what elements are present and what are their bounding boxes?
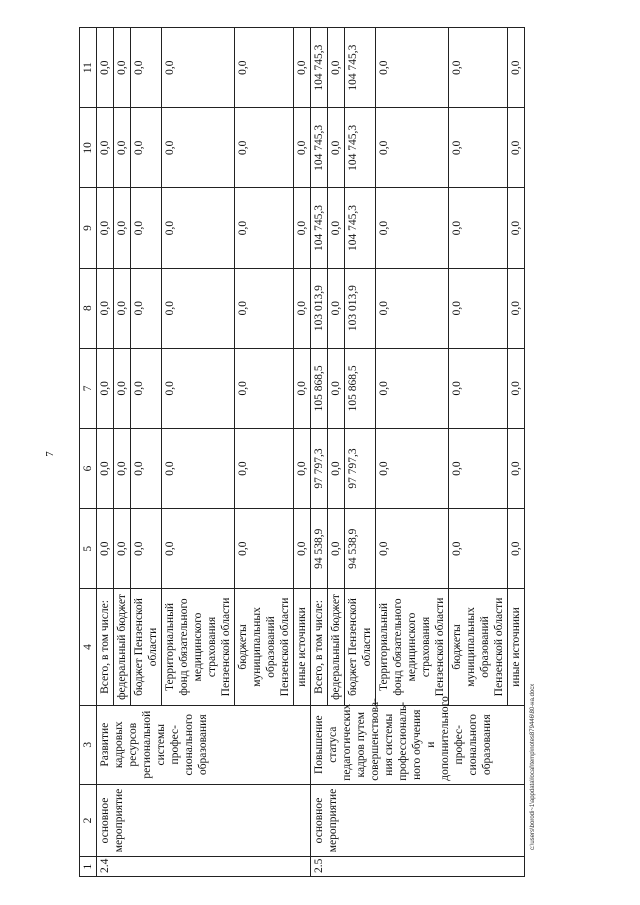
amount-cell: 0,0: [449, 28, 508, 108]
amount-cell: 0,0: [449, 428, 508, 508]
amount-cell: 0,0: [131, 188, 162, 268]
amount-cell: 0,0: [97, 509, 114, 589]
amount-cell: 0,0: [449, 108, 508, 188]
header-cell: 1: [80, 857, 97, 877]
amount-cell: 0,0: [162, 108, 235, 188]
funding-table: [79, 27, 525, 877]
amount-cell: 0,0: [162, 428, 235, 508]
funding-source-cell: Всего, в том числе:: [97, 589, 114, 705]
table-row: [97, 28, 114, 877]
amount-cell: 0,0: [97, 108, 114, 188]
amount-cell: 0,0: [294, 428, 311, 508]
amount-cell: 0,0: [97, 28, 114, 108]
amount-cell: 0,0: [162, 348, 235, 428]
amount-cell: 0,0: [328, 108, 345, 188]
amount-cell: 105 868,5: [311, 348, 328, 428]
header-cell: 9: [80, 188, 97, 268]
funding-source-cell: иные источники: [294, 589, 311, 705]
header-cell: 5: [80, 509, 97, 589]
table-row: [311, 28, 328, 877]
amount-cell: 0,0: [131, 348, 162, 428]
amount-cell: 97 797,3: [345, 428, 376, 508]
page-number: 7: [44, 451, 56, 457]
amount-cell: 0,0: [508, 428, 525, 508]
amount-cell: 0,0: [235, 348, 294, 428]
amount-cell: 0,0: [508, 188, 525, 268]
amount-cell: 0,0: [114, 428, 131, 508]
amount-cell: 0,0: [328, 348, 345, 428]
funding-table-container: [79, 27, 584, 877]
funding-source-cell: федеральный бюджет: [114, 589, 131, 705]
amount-cell: 104 745,3: [311, 188, 328, 268]
funding-source-cell: Территориальный фонд обязательного медицинского страхования Пензенской области: [376, 589, 449, 705]
amount-cell: 0,0: [376, 509, 449, 589]
amount-cell: 0,0: [235, 268, 294, 348]
amount-cell: 0,0: [131, 268, 162, 348]
amount-cell: 0,0: [114, 28, 131, 108]
funding-source-cell: федеральный бюджет: [328, 589, 345, 705]
header-row: [80, 28, 97, 877]
amount-cell: 0,0: [162, 188, 235, 268]
amount-cell: 0,0: [449, 348, 508, 428]
header-cell: 10: [80, 108, 97, 188]
funding-source-cell: бюджет Пензенской области: [345, 589, 376, 705]
amount-cell: 0,0: [328, 428, 345, 508]
amount-cell: 0,0: [235, 108, 294, 188]
amount-cell: 0,0: [131, 428, 162, 508]
amount-cell: 0,0: [131, 28, 162, 108]
amount-cell: 0,0: [114, 268, 131, 348]
amount-cell: 0,0: [376, 28, 449, 108]
amount-cell: 104 745,3: [311, 108, 328, 188]
amount-cell: 0,0: [235, 509, 294, 589]
amount-cell: 94 538,9: [311, 509, 328, 589]
amount-cell: 0,0: [294, 348, 311, 428]
amount-cell: 0,0: [449, 268, 508, 348]
amount-cell: 103 013,9: [311, 268, 328, 348]
amount-cell: 0,0: [97, 348, 114, 428]
amount-cell: 0,0: [449, 188, 508, 268]
amount-cell: 0,0: [328, 188, 345, 268]
amount-cell: 104 745,3: [311, 28, 328, 108]
row-number-cell: 2.5: [311, 857, 525, 877]
amount-cell: 0,0: [376, 428, 449, 508]
amount-cell: 0,0: [131, 509, 162, 589]
amount-cell: 103 013,9: [345, 268, 376, 348]
amount-cell: 0,0: [508, 348, 525, 428]
amount-cell: 104 745,3: [345, 28, 376, 108]
amount-cell: 97 797,3: [311, 428, 328, 508]
amount-cell: 0,0: [97, 188, 114, 268]
funding-source-cell: Всего, в том числе:: [311, 589, 328, 705]
header-cell: 3: [80, 705, 97, 784]
amount-cell: 0,0: [508, 28, 525, 108]
measure-name-cell: Развитие кадровых ресурсов региональной системы профес-сионального образования: [97, 705, 311, 784]
measure-type-cell: основное мероприятие: [311, 784, 525, 856]
amount-cell: 0,0: [328, 509, 345, 589]
amount-cell: 0,0: [235, 428, 294, 508]
amount-cell: 0,0: [328, 28, 345, 108]
amount-cell: 0,0: [97, 268, 114, 348]
amount-cell: 0,0: [508, 509, 525, 589]
amount-cell: 0,0: [114, 188, 131, 268]
funding-source-cell: Территориальный фонд обязательного медицинского страхования Пензенской области: [162, 589, 235, 705]
amount-cell: 0,0: [294, 28, 311, 108]
header-cell: 7: [80, 348, 97, 428]
amount-cell: 0,0: [97, 428, 114, 508]
amount-cell: 0,0: [449, 509, 508, 589]
amount-cell: 0,0: [294, 108, 311, 188]
amount-cell: 0,0: [508, 108, 525, 188]
amount-cell: 0,0: [376, 108, 449, 188]
amount-cell: 104 745,3: [345, 188, 376, 268]
amount-cell: 0,0: [294, 188, 311, 268]
amount-cell: 0,0: [508, 268, 525, 348]
row-number-cell: 2.4: [97, 857, 311, 877]
amount-cell: 0,0: [376, 348, 449, 428]
funding-source-cell: бюджеты муниципальных образований Пензенской области: [449, 589, 508, 705]
amount-cell: 0,0: [114, 108, 131, 188]
header-cell: 11: [80, 28, 97, 108]
header-cell: 8: [80, 268, 97, 348]
amount-cell: 0,0: [376, 268, 449, 348]
amount-cell: 0,0: [294, 268, 311, 348]
amount-cell: 0,0: [294, 509, 311, 589]
table-body: [80, 28, 525, 877]
amount-cell: 0,0: [328, 268, 345, 348]
measure-type-cell: основное мероприятие: [97, 784, 311, 856]
amount-cell: 0,0: [162, 268, 235, 348]
funding-source-cell: иные источники: [508, 589, 525, 705]
amount-cell: 0,0: [162, 509, 235, 589]
amount-cell: 104 745,3: [345, 108, 376, 188]
header-cell: 2: [80, 784, 97, 856]
header-cell: 4: [80, 589, 97, 705]
file-path-footer: c:\users\borodi~1\appdata\local\temp\notes879446\80-на.docx: [530, 683, 536, 850]
amount-cell: 94 538,9: [345, 509, 376, 589]
amount-cell: 0,0: [235, 188, 294, 268]
amount-cell: 0,0: [114, 348, 131, 428]
header-cell: 6: [80, 428, 97, 508]
measure-name-cell: Повышение статуса педагогических кадров путем совершенствова-ния системы профессиональ-ного обучения и дополнительного профес-сионального образования: [311, 705, 525, 784]
amount-cell: 0,0: [235, 28, 294, 108]
amount-cell: 0,0: [114, 509, 131, 589]
funding-source-cell: бюджет Пензенской области: [131, 589, 162, 705]
funding-source-cell: бюджеты муниципальных образований Пензенской области: [235, 589, 294, 705]
amount-cell: 105 868,5: [345, 348, 376, 428]
amount-cell: 0,0: [131, 108, 162, 188]
amount-cell: 0,0: [162, 28, 235, 108]
amount-cell: 0,0: [376, 188, 449, 268]
